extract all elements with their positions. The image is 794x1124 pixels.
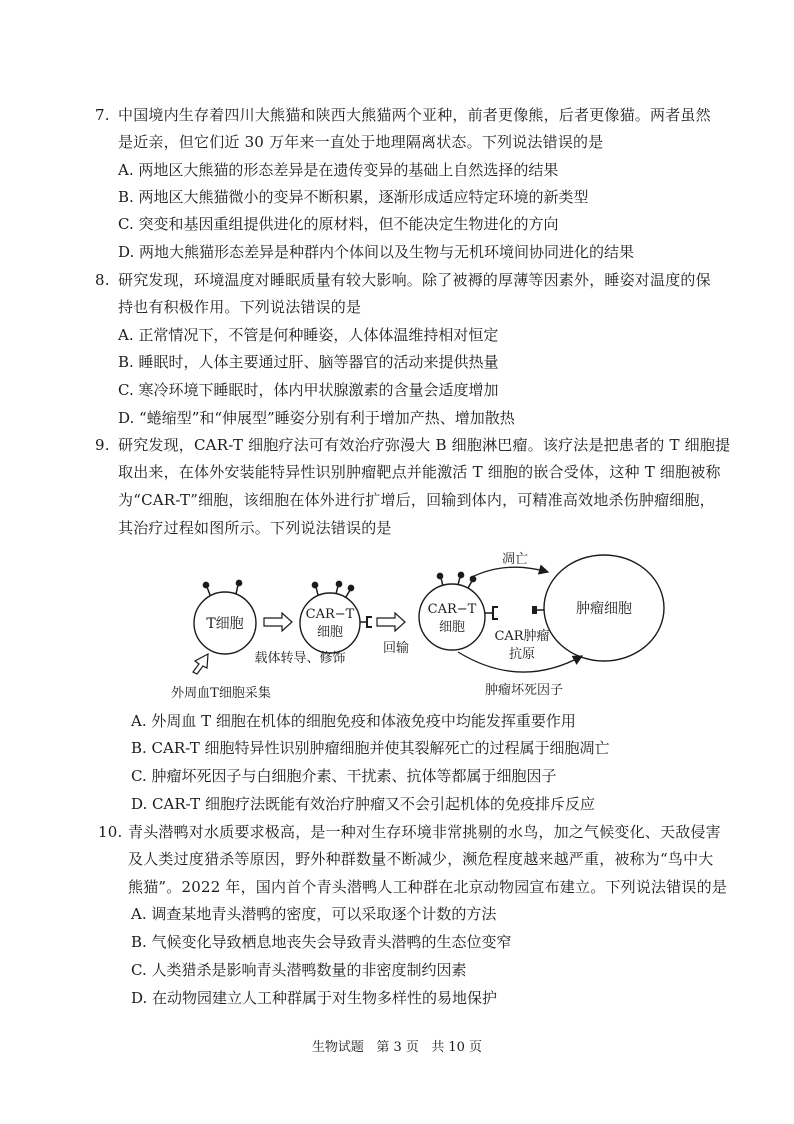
cart-cell-label: 细胞 [316,625,344,640]
carrier-label: 载体转导、修饰 [254,651,346,666]
tumor-cell-label: 肿瘤细胞 [576,601,632,617]
question-stem-line: 研究发现，CAR-T 细胞疗法可有效治疗弥漫大 B 细胞淋巴瘤。该疗法是把患者的 T 细胞提 [118,436,731,454]
collection-label: 外周血T细胞采集 [171,686,271,701]
option-a: A. 调查某地青头潜鸭的密度，可以采取逐个计数的方法 [131,905,497,923]
cart-cell-circle [419,584,485,650]
apoptosis-arrow [470,567,548,578]
question-stem-line: 青头潜鸭对水质要求极高，是一种对生存环境非常挑剔的水鸟，加之气候变化、天敌侵害 [128,823,721,841]
question-stem-line: 其治疗过程如图所示。下列说法错误的是 [118,519,392,537]
antigen-label: CAR肿瘤 [494,629,550,644]
question-number: 8. [95,271,110,289]
question-stem-line: 取出来，在体外安装能特异性识别肿瘤靶点并能激活 T 细胞的嵌合受体，这种 T 细胞被称 [118,463,721,481]
t-receptor-icon [203,580,241,595]
option-d: D. 在动物园建立人工种群属于对生物多样性的易地保护 [131,989,498,1007]
reinfusion-label: 回输 [382,641,410,656]
option-a: A. 正常情况下，不管是何种睡姿，人体体温维持相对恒定 [118,326,499,344]
option-c: C. 肿瘤坏死因子与白细胞介素、干扰素、抗体等都属于细胞因子 [131,767,557,785]
question-stem-line: 熊猫”。2022 年，国内首个青头潜鸭人工种群在北京动物园宣布建立。下列说法错误的是 [128,878,728,896]
tnf-label: 肿瘤坏死因子 [484,683,564,698]
question-stem-line: 持也有积极作用。下列说法错误的是 [118,298,362,316]
question-stem-line: 中国境内生存着四川大熊猫和陕西大熊猫两个亚种，前者更像熊，后者更像猫。两者虽然 [118,106,711,124]
cart-cell-label: CAR−T [427,602,477,617]
open-arrow-icon [377,613,405,631]
option-b: B. 睡眠时，人体主要通过肝、脑等器官的活动来提供热量 [118,353,499,371]
option-b: B. 气候变化导致栖息地丧失会导致青头潜鸭的生态位变窄 [131,933,512,951]
t-cell-label: T细胞 [206,616,244,632]
tumor-antigen-icon [532,606,544,614]
option-c: C. 突变和基因重组提供进化的原材料，但不能决定生物进化的方向 [118,215,559,233]
page-footer: 生物试题 第 3 页 共 10 页 [311,1040,483,1055]
open-arrow-icon [264,613,292,631]
cart-cell-label: 细胞 [438,620,466,635]
question-number: 9. [95,436,110,454]
option-b: B. 两地区大熊猫微小的变异不断积累，逐渐形成适应特定环境的新类型 [118,188,589,206]
question-stem-line: 及人类过度猎杀等原因，野外种群数量不断减少，濒危程度越来越严重，被称为“鸟中大 [128,850,714,868]
option-d: D. CAR-T 细胞疗法既能有效治疗肿瘤又不会引起机体的免疫排斥反应 [131,795,595,813]
question-number: 7. [95,106,110,124]
car-t-therapy-diagram [0,540,794,710]
option-d: D. 两地大熊猫形态差异是种群内个体间以及生物与无机环境间协同进化的结果 [118,243,635,261]
apoptosis-label: 凋亡 [501,552,529,567]
option-c: C. 人类猎杀是影响青头潜鸭数量的非密度制约因素 [131,961,467,979]
question-stem-line: 是近亲，但它们近 30 万年来一直处于地理隔离状态。下列说法错误的是 [118,133,604,151]
option-d: D. “蜷缩型”和“伸展型”睡姿分别有利于增加产热、增加散热 [118,409,515,427]
open-arrow-up-icon [193,652,215,674]
question-number: 10. [98,823,123,841]
option-a: A. 两地区大熊猫的形态差异是在遗传变异的基础上自然选择的结果 [118,161,559,179]
option-b: B. CAR-T 细胞特异性识别肿瘤细胞并使其裂解死亡的过程属于细胞凋亡 [131,739,610,757]
antigen-label: 抗原 [508,647,536,662]
option-c: C. 寒冷环境下睡眠时，体内甲状腺激素的含量会适度增加 [118,381,499,399]
question-stem-line: 研究发现，环境温度对睡眠质量有较大影响。除了被褥的厚薄等因素外，睡姿对温度的保 [118,271,711,289]
cart-cell-label: CAR−T [305,607,355,622]
question-stem-line: 为“CAR-T”细胞，该细胞在体外进行扩增后，回输到体内，可精准高效地杀伤肿瘤细胞， [118,491,715,509]
option-a: A. 外周血 T 细胞在机体的细胞免疫和体液免疫中均能发挥重要作用 [131,712,576,730]
cart-cell-circle [300,593,360,653]
